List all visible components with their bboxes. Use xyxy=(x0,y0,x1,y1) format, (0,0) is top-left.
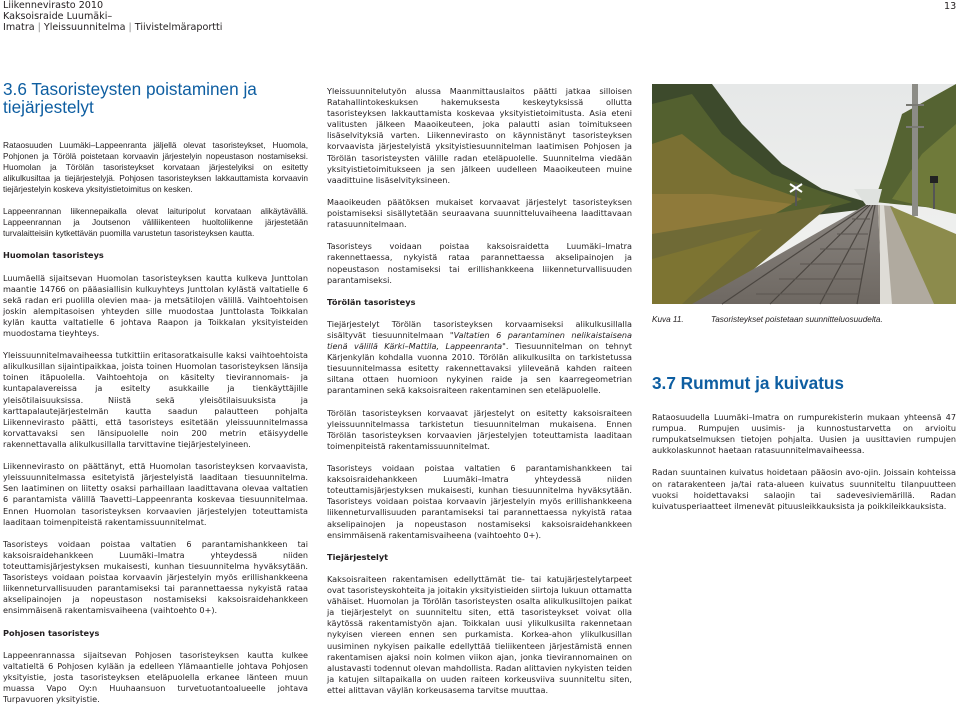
body-paragraph: Tasoristeys voidaan poistaa valtatien 6 parantamishankkeen tai kaksoisraidehankkeen Luumäki–Imatra yhteydessä niiden toteuttamisjärjestyksen mukaisesti, kunhan tiesuunnitelma hyväksytään. Tasoristeys voidaan poistaa korvaavin järjestelyin myös erillishankkeena liikenneturvallisuuden parantamiseksi tai parannettaessa nykyistä rataa akselipainojen ja nopeustason nostamiseksi kaksoisraidehankkeen ensimmäisenä rakentamisvaiheena (vaihtoehto 0+). xyxy=(327,463,632,540)
section-3-6-title: 3.6 Tasoristeysten poistaminen ja tiejärjestelyt xyxy=(3,79,257,117)
body-paragraph: Tasoristeys voidaan poistaa valtatien 6 parantamishankkeen tai kaksoisraidehankkeen Luumäki–Imatra yhteydessä niiden toteuttamisjärjestyksen mukaisesti, kunhan tiesuunnitelma hyväksytään. Tasoristeys voidaan poistaa korvaavin järjestelyin myös erillishankkeena liikenneturvallisuuden parantamiseksi tai parannettaessa nykyistä rataa akselipainojen ja nopeustason nostamiseksi kaksoisraidehankkeen ensimmäisenä rakentamisvaiheena (vaihtoehto 0+). xyxy=(3,538,308,616)
body-paragraph: Liikennevirasto on päättänyt, että Huomolan tasoristeyksen korvaavista, yleissuunnitelmassa esitetyistä järjestelyistä laaditaan tiesuunnitelma. Sen laatiminen on liitetty osaksi parhaillaan laadittavana olevaa valtatien 6 parantamista välillä Taavetti–Lappeenranta koskevaa tiesuunnitelmaa. Ennen Huomolan tasoristeyksen korvaavien järjestelyjen toteuttamista laaditaan toimenpiteistä rakentamissuunnitelmat. xyxy=(3,461,308,527)
publisher-line: Liikennevirasto 2010 xyxy=(3,0,104,11)
column-3 xyxy=(652,412,956,523)
page-number: 13 xyxy=(944,1,957,12)
text-run: . Tiesuunnitelman on tehnyt Kärjenkylän kohdalla vuonna 2010. Törölän alikulkusilta on tarkistetussa tiesuunnitelmassa esitetty rakennettavaksi ylileveänä kahden raiteen siltana ottaen huomioon nykyinen raide ja sen kaarregeometrian parantaminen sekä kaksoisraiteen rakentaminen sen eteläpuolelle. xyxy=(327,341,632,396)
photo-illustration xyxy=(652,84,956,304)
railway-track-photo xyxy=(652,84,956,304)
body-paragraph xyxy=(327,319,632,397)
intro-paragraph: Lappeenrannan liikennepaikalla olevat laituripolut korvataan alikäytävällä. Lappeenrannan ja Joutsenon väliliikenteen huoltoliikenne järjestetään turvalaitteisiin kytkettävän puomilla varustetun tasoristeyksen kautta. xyxy=(3,206,308,239)
body-paragraph: Rataosuudella Luumäki–Imatra on rumpurekisterin mukaan yhteensä 47 rumpua. Rumpujen uusimis- ja kunnostustarvetta on arvioitu rumpukatselmuksen tietojen pohjalta. Uusien ja uusittavien rumpujen aukkolaskunnot haetaan ratasuunnitelmavaiheessa. xyxy=(652,412,956,456)
subheading-pohjonen: Pohjosen tasoristeys xyxy=(3,627,100,638)
intro-paragraph: Rataosuuden Luumäki–Lappeenranta jäljellä olevat tasoristeykset, Huomola, Pohjonen ja Törölä poistetaan korvaavin järjestelyin nopeustason nostamiseksi. Huomolan ja Törölän tasoristeykset korvataan järjestelyiksi on esitetty alikulkusiltaa ja tiejärjestelyjä. Pohjosen tasoristeyksen lakkauttamista korvaavin tiejärjestelyin koskeva yksityistietoimitus on kesken. xyxy=(3,140,308,195)
figure-caption: Tasoristeykset poistetaan suunnitteluosuudelta. xyxy=(711,315,883,324)
body-paragraph: Maaoikeuden päätöksen mukaiset korvaavat järjestelyt tasoristeyksen poistamiseksi sisällytetään seuraavana suunnitteluvaiheena laadittavaan ratasuunnitelmaan. xyxy=(327,196,632,230)
document-title-line xyxy=(3,11,273,33)
body-paragraph: Radan suuntainen kuivatus hoidetaan pääosin avo-ojin. Joissain kohteissa on ratarakenteen ja/tai rata-alueen kuivatus suunniteltu tilanpuutteen vuoksi hoidettavaksi salaojin tai sadevesiviemärillä. Radan kuivatusperiaatteet ilmenevät pituusleikkauksista ja poikkileikkauksista. xyxy=(652,467,956,511)
doc-title-part: Tiivistelmäraportti xyxy=(134,22,223,33)
body-paragraph: Yleissuunnitelutyön alussa Maanmittauslaitos päätti jatkaa silloisen Ratahallintokeskuksen hakemuksesta keskeytyksissä ollutta tasoristeyksen lakkauttamista koskevaa yksityistietoimitusta. Asia eteni valitusten jälkeen Maaoikeuteen, joka palautti asian toimitukseen lisäselvityksiä varten. Liikennevirasto on käynnistänyt tasoristeyksen korvaavista järjestelyistä yksityistiesuunnitelman laatimisen Pohjosen ja Törölän tasoristeysten välille radan eteläpuolelle. Suunnitelma viedään yksityistietoimitukseen ja sen jälkeen uudelleen Maaoikeuteen muine vaadittuine lisäselvityksineen. xyxy=(327,86,632,185)
header-separator: | xyxy=(37,22,41,33)
column-2 xyxy=(327,86,632,707)
body-paragraph: Kaksoisraiteen rakentamisen edellyttämät tie- tai katujärjestelytarpeet ovat tasoristeyskohteita ja joitakin yksityistieiden siirtoja lukuun ottamatta vähäiset. Huomolan ja Törölän tasoristeysten osalta alikulkusiltojen paikat ja tiejärjestelyt on suunniteltu siten, että tasoristeykset voivat olla käytössä rakentamistyön ajan. Toikkalan uusi ylikulkusilta rakennetaan nykyisen viereen ennen sen purkamista. Korkea-ahon ylikulkusillan uusiminen nykyisen paikalle edellyttää tieliikenteen järjestämistä ennen rakentamisen ajaksi noin kolmen viikon ajan, jonka tievirannomainen on alustavasti todennut olevan mahdollista. Radan alittavien nykyisten teiden ja katujen siltapaikalla on uuden raiteen korkeusviiva suunniteltu siten, ettei alittavan väylän korkeusasema tarvitse muuttaa. xyxy=(327,573,632,695)
column-1 xyxy=(3,140,308,716)
subheading-tiejarjestelyt: Tiejärjestelyt xyxy=(327,551,389,562)
subheading-huomola: Huomolan tasoristeys xyxy=(3,250,104,261)
body-paragraph: Luumäellä sijaitsevan Huomolan tasoristeyksen kautta kulkeva Junttolan maantie 14766 on pääasiallisin kulkuyhteys Junttolan kylästä valtatielle 6 sekä radan eri puolilla olevien maa- ja metsätilojen välillä. Vaihtoehtoisen joskin alempitasoisen yhteyden sille muodostaa Junttolasta Toikkalan kylän kautta valtatielle 6 johtava Raapon ja Toikkalan yksityisteiden muodostama tieyhteys. xyxy=(3,272,308,338)
body-paragraph: Yleissuunnitelmavaiheessa tutkittiin eritasoratkaisulle kaksi vaihtoehtoista alikulkusillan sijaintipaikkaa, joista toinen Huomolan tasoristeyksen länsija toinen itäpuolella. Vaihtoehtoja on käsitelty tievirannomais- ja kuntapalavereissa ja esitelty asukkaille ja tienkäyttäjille yleisötilaisuuksissa. Niistä sekä yleisötilaisuuksista ja karttapalautejärjestelmän kautta saadun palautteen pohjalta Liikennevirasto päätti, että tasoristeys esitetään yleissuunnitelmassa korvattavaksi sen länsipuolelle noin 200 metrin etäisyydelle rakennettavalla alikulkusillalla tarvittavine tiejärjestelyineen. xyxy=(3,350,308,449)
body-paragraph: Lappeenrannassa sijaitsevan Pohjosen tasoristeyksen kautta kulkee valtatieltä 6 Pohjosen kylään ja edelleen Ylämaantielle johtava Pohjosen yksityistie, josta tasoristeyksen eteläpuolella erkanee länteen muun muassa Vapo Oy:n Huuhaansuon turvetuotantoalueelle johtava Turpavuoren yksityistie. xyxy=(3,649,308,704)
text-run: Tiejärjestelyt Törölän tasoristeyksen korvaamiseksi alikulkusillalla sisältyvät tiesuunnitelmaan xyxy=(327,318,632,340)
doc-title-part: Kaksoisraide Luumäki–Imatra xyxy=(3,11,113,33)
body-paragraph: Tasoristeys voidaan poistaa kaksoisraidetta Luumäki–Imatra rakennettaessa, nykyistä rataa parannettaessa akselipainojen ja nopeustason nostamiseksi tai erillishankkeena liikenneturvallisuuden parantamiseksi. xyxy=(327,241,632,285)
section-3-7-title: 3.7 Rummut ja kuivatus xyxy=(652,373,844,393)
header-separator: | xyxy=(128,22,132,33)
running-header xyxy=(3,0,273,33)
subheading-torola: Törölän tasoristeys xyxy=(327,296,416,307)
figure-number: Kuva 11. xyxy=(652,315,684,324)
doc-title-part: Yleissuunnitelma xyxy=(43,22,126,33)
plan-title-italic: "Valtatien 6 parantaminen nelikaistaisena tienä välillä Kärki–Mattila, Lappeenranta" xyxy=(327,329,633,352)
body-paragraph: Törölän tasoristeyksen korvaavat järjestelyt on esitetty kaksoisraiteen yleissuunnitelmassa tarkistetun tiesuunnitelman mukaisena. Ennen Törölän tasoristeyksen korvaavien järjestelyjen toteuttamista laaditaan toimenpiteistä rakentamissuunnitelmat. xyxy=(327,407,632,451)
